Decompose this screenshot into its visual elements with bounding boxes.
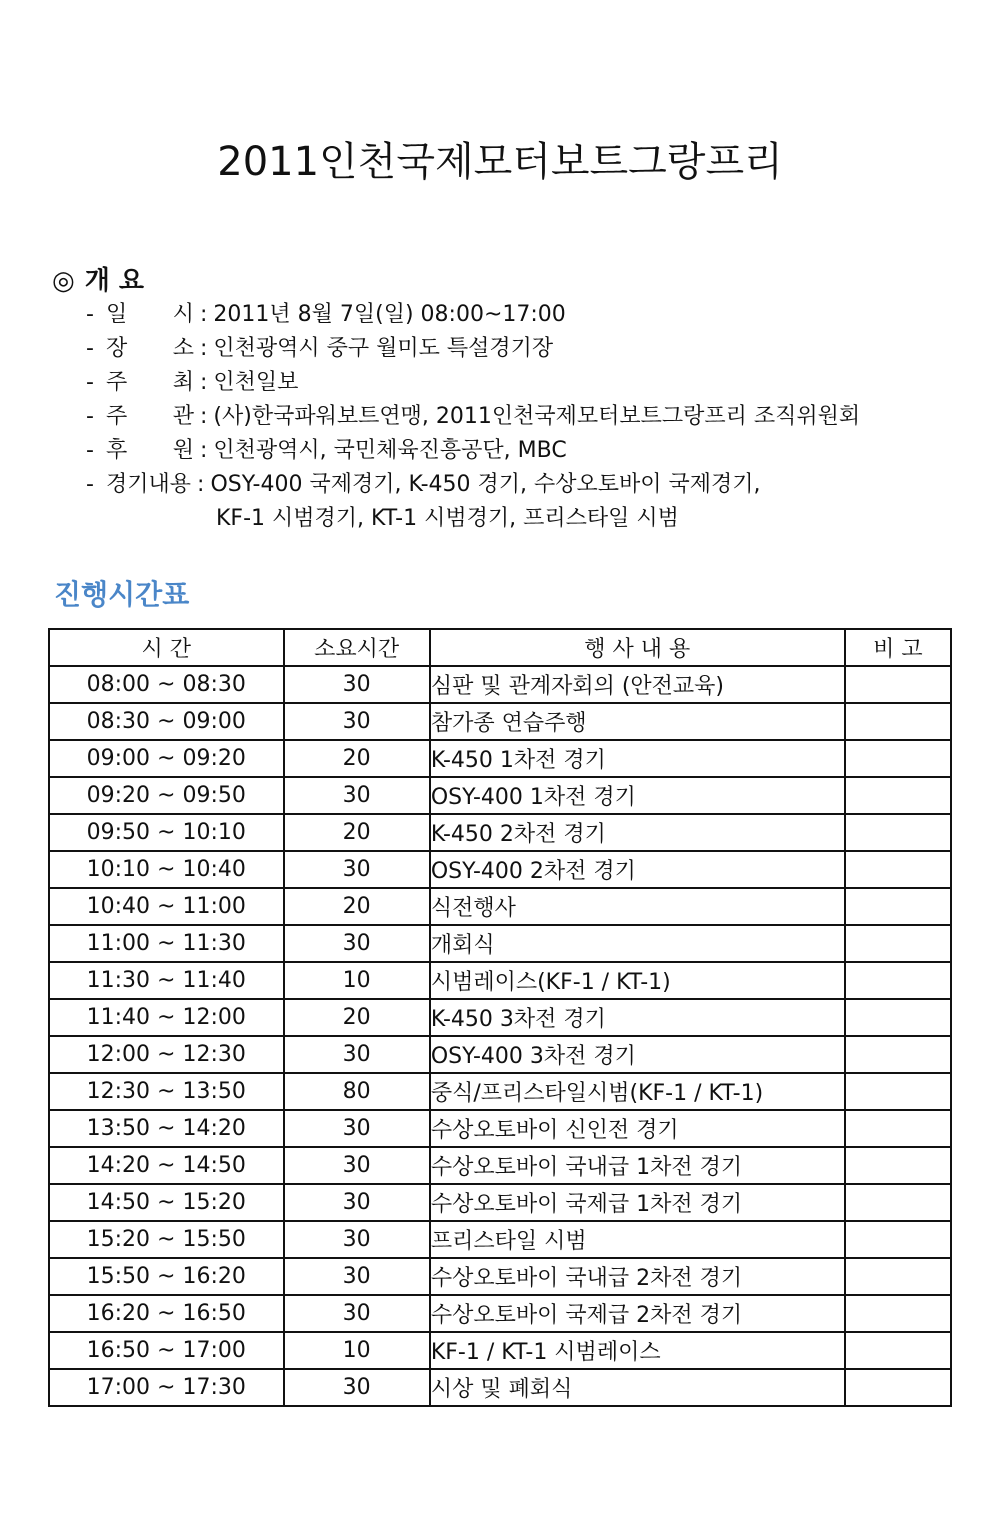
note-cell (845, 962, 951, 999)
note-cell (845, 1184, 951, 1221)
overview-item-label: 주 관 (106, 404, 194, 429)
event-cell: 수상오토바이 국제급 2차전 경기 (430, 1295, 845, 1332)
note-cell (845, 1221, 951, 1258)
table-row (49, 1221, 951, 1258)
time-cell: 10:10 ~ 10:40 (49, 851, 284, 888)
note-cell (845, 1036, 951, 1073)
table-row (49, 1073, 951, 1110)
column-header-duration: 소요시간 (284, 629, 430, 666)
table-row (49, 777, 951, 814)
table-row (49, 1110, 951, 1147)
column-header-time: 시 간 (49, 629, 284, 666)
table-row (49, 1258, 951, 1295)
note-cell (845, 1258, 951, 1295)
time-cell: 10:40 ~ 11:00 (49, 888, 284, 925)
table-row (49, 666, 951, 703)
overview-item (86, 434, 860, 468)
overview-item-separator: : (197, 472, 205, 497)
document-title: 2011인천국제모터보트그랑프리 (217, 139, 783, 185)
event-cell: 식전행사 (430, 888, 845, 925)
note-cell (845, 851, 951, 888)
overview-item-separator: : (200, 404, 208, 429)
table-row (49, 1184, 951, 1221)
event-cell: K-450 3차전 경기 (430, 999, 845, 1036)
table-header-row (49, 629, 951, 666)
time-cell: 17:00 ~ 17:30 (49, 1369, 284, 1406)
overview-item-label: 장 소 (106, 336, 194, 361)
time-cell: 11:00 ~ 11:30 (49, 925, 284, 962)
duration-cell: 30 (284, 925, 430, 962)
overview-item (86, 468, 860, 502)
column-header-event: 행 사 내 용 (430, 629, 845, 666)
overview-item-value: (사)한국파워보트연맹, 2011인천국제모터보트그랑프리 조직위원회 (213, 404, 861, 429)
table-row (49, 1295, 951, 1332)
duration-cell: 20 (284, 888, 430, 925)
time-cell: 16:20 ~ 16:50 (49, 1295, 284, 1332)
overview-item-dash: - (86, 302, 94, 327)
duration-cell: 20 (284, 814, 430, 851)
note-cell (845, 999, 951, 1036)
overview-item-value: 인천광역시, 국민체육진흥공단, MBC (213, 438, 567, 463)
table-row (49, 740, 951, 777)
duration-cell: 30 (284, 1110, 430, 1147)
time-cell: 09:20 ~ 09:50 (49, 777, 284, 814)
time-cell: 09:50 ~ 10:10 (49, 814, 284, 851)
note-cell (845, 888, 951, 925)
duration-cell: 10 (284, 1332, 430, 1369)
event-cell: 시상 및 폐회식 (430, 1369, 845, 1406)
event-cell: OSY-400 1차전 경기 (430, 777, 845, 814)
duration-cell: 30 (284, 851, 430, 888)
time-cell: 14:50 ~ 15:20 (49, 1184, 284, 1221)
duration-cell: 30 (284, 1221, 430, 1258)
note-cell (845, 814, 951, 851)
time-cell: 16:50 ~ 17:00 (49, 1332, 284, 1369)
overview-item-dash: - (86, 370, 94, 395)
table-row (49, 1036, 951, 1073)
note-cell (845, 703, 951, 740)
overview-heading-text: 개 요 (84, 266, 144, 296)
overview-item-separator: : (200, 438, 208, 463)
overview-item-label: 주 최 (106, 370, 194, 395)
double-circle-icon: ◎ (52, 266, 75, 296)
event-cell: 참가종 연습주행 (430, 703, 845, 740)
note-cell (845, 1295, 951, 1332)
time-cell: 11:30 ~ 11:40 (49, 962, 284, 999)
duration-cell: 80 (284, 1073, 430, 1110)
overview-item-value: OSY-400 국제경기, K-450 경기, 수상오토바이 국제경기, (210, 472, 761, 497)
duration-cell: 10 (284, 962, 430, 999)
schedule-heading: 진행시간표 (54, 578, 190, 611)
duration-cell: 30 (284, 1369, 430, 1406)
event-cell: 프리스타일 시범 (430, 1221, 845, 1258)
event-cell: OSY-400 2차전 경기 (430, 851, 845, 888)
event-cell: 심판 및 관계자회의 (안전교육) (430, 666, 845, 703)
table-row (49, 888, 951, 925)
time-cell: 15:50 ~ 16:20 (49, 1258, 284, 1295)
table-row (49, 1147, 951, 1184)
time-cell: 12:30 ~ 13:50 (49, 1073, 284, 1110)
duration-cell: 30 (284, 666, 430, 703)
table-row (49, 925, 951, 962)
event-cell: 수상오토바이 국제급 1차전 경기 (430, 1184, 845, 1221)
duration-cell: 30 (284, 1295, 430, 1332)
duration-cell: 30 (284, 1184, 430, 1221)
duration-cell: 30 (284, 777, 430, 814)
note-cell (845, 1369, 951, 1406)
overview-item-separator: : (200, 370, 208, 395)
time-cell: 12:00 ~ 12:30 (49, 1036, 284, 1073)
duration-cell: 20 (284, 740, 430, 777)
duration-cell: 20 (284, 999, 430, 1036)
overview-item-label: 경기내용 (106, 472, 192, 497)
event-cell: 중식/프리스타일시범(KF-1 / KT-1) (430, 1073, 845, 1110)
event-cell: 수상오토바이 국내급 2차전 경기 (430, 1258, 845, 1295)
event-cell: OSY-400 3차전 경기 (430, 1036, 845, 1073)
overview-item (86, 332, 860, 366)
event-cell: 수상오토바이 국내급 1차전 경기 (430, 1147, 845, 1184)
overview-item-value: 인천일보 (213, 370, 299, 395)
overview-item-dash: - (86, 404, 94, 429)
time-cell: 14:20 ~ 14:50 (49, 1147, 284, 1184)
overview-item-label: 일 시 (106, 302, 194, 327)
event-cell: 수상오토바이 신인전 경기 (430, 1110, 845, 1147)
time-cell: 09:00 ~ 09:20 (49, 740, 284, 777)
table-row (49, 1369, 951, 1406)
column-header-note: 비 고 (845, 629, 951, 666)
event-cell: 시범레이스(KF-1 / KT-1) (430, 962, 845, 999)
overview-item-value: 인천광역시 중구 월미도 특설경기장 (213, 336, 554, 361)
note-cell (845, 1110, 951, 1147)
note-cell (845, 1332, 951, 1369)
overview-item-separator: : (200, 302, 208, 327)
duration-cell: 30 (284, 1258, 430, 1295)
table-row (49, 851, 951, 888)
overview-item (86, 298, 860, 332)
note-cell (845, 777, 951, 814)
note-cell (845, 666, 951, 703)
note-cell (845, 1147, 951, 1184)
duration-cell: 30 (284, 1147, 430, 1184)
table-row (49, 703, 951, 740)
event-cell: K-450 1차전 경기 (430, 740, 845, 777)
overview-item-value: 2011년 8월 7일(일) 08:00~17:00 (213, 302, 566, 327)
overview-item (86, 400, 860, 434)
table-row (49, 962, 951, 999)
table-row (49, 999, 951, 1036)
table-row (49, 1332, 951, 1369)
duration-cell: 30 (284, 1036, 430, 1073)
note-cell (845, 1073, 951, 1110)
overview-item-dash: - (86, 336, 94, 361)
time-cell: 08:30 ~ 09:00 (49, 703, 284, 740)
overview-item-dash: - (86, 438, 94, 463)
duration-cell: 30 (284, 703, 430, 740)
overview-item-separator: : (200, 336, 208, 361)
overview-list (86, 298, 860, 536)
overview-item-dash: - (86, 472, 94, 497)
time-cell: 15:20 ~ 15:50 (49, 1221, 284, 1258)
schedule-table (48, 628, 952, 1407)
overview-item-label: 후 원 (106, 438, 194, 463)
time-cell: 13:50 ~ 14:20 (49, 1110, 284, 1147)
table-row (49, 814, 951, 851)
note-cell (845, 740, 951, 777)
event-cell: KF-1 / KT-1 시범레이스 (430, 1332, 845, 1369)
overview-item (86, 366, 860, 400)
overview-heading (52, 260, 144, 297)
event-cell: 개회식 (430, 925, 845, 962)
event-cell: K-450 2차전 경기 (430, 814, 845, 851)
note-cell (845, 925, 951, 962)
overview-item-continuation: KF-1 시범경기, KT-1 시범경기, 프리스타일 시범 (216, 506, 679, 531)
time-cell: 11:40 ~ 12:00 (49, 999, 284, 1036)
time-cell: 08:00 ~ 08:30 (49, 666, 284, 703)
